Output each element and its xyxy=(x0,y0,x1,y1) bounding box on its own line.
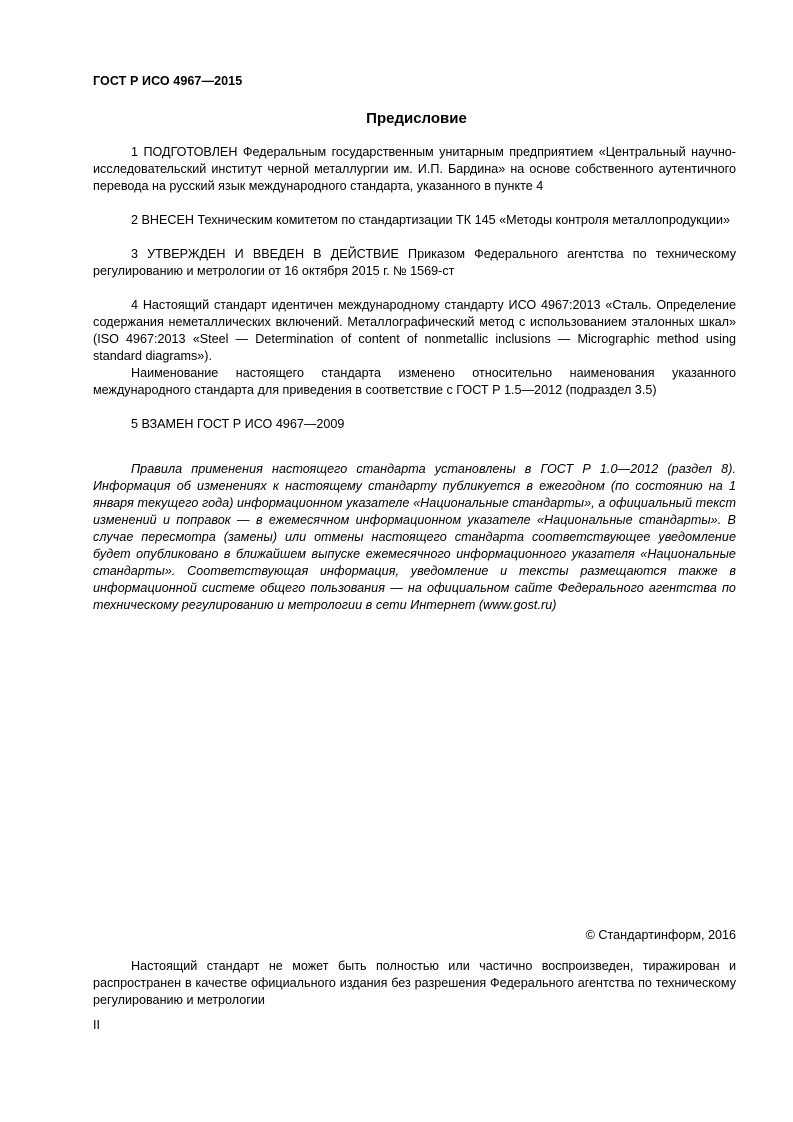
page-number: II xyxy=(93,1018,100,1032)
document-code: ГОСТ Р ИСО 4967—2015 xyxy=(93,74,243,88)
rules-notice: Правила применения настоящего стандарта установлены в ГОСТ Р 1.0—2012 (раздел 8). Информация об изменениях к настоящему стандарту публикуется в ежегодном (по состоянию на 1 января текущего года) информационном указателе «Национальные стандарты», а официальный текст изменений и поправок — в ежемесячном информационном указателе «Национальные стандарты». В случае пересмотра (замены) или отмены настоящего стандарта соответствующее уведомление будет опубликовано в ближайшем выпуске ежемесячного информационного указателя «Национальные стандарты». Соответствующая информация, уведомление и тексты размещаются также в информационной системе общего пользования — на официальном сайте Федерального агентства по техническому регулированию и метрологии в сети Интернет (www.gost.ru) xyxy=(93,462,736,612)
paragraph-identical: 4 Настоящий стандарт идентичен международному стандарту ИСО 4967:2013 «Сталь. Определение содержания неметаллических включений. Металлографический метод с использованием эталонных шкал» (ISO 4967:2013 «Steel — Determination of content of nonmetallic inclusions — Micrographic method using standard diagrams»). xyxy=(93,298,736,363)
paragraph-name-changed: Наименование настоящего стандарта изменено относительно наименования указанного международного стандарта для приведения в соответствие с ГОСТ Р 1.5—2012 (подраздел 3.5) xyxy=(93,366,736,397)
paragraph-prepared: 1 ПОДГОТОВЛЕН Федеральным государственным унитарным предприятием «Центральный научно-исследовательский институт черной металлургии им. И.П. Бардина» на основе собственного аутентичного перевода на русский язык международного стандарта, указанного в пункте 4 xyxy=(93,145,736,193)
page-title: Предисловие xyxy=(366,110,467,127)
foreword-body xyxy=(93,144,736,614)
reproduction-notice: Настоящий стандарт не может быть полностью или частично воспроизведен, тиражирован и распространен в качестве официального издания без разрешения Федерального агентства по техническому регулированию и метрологии xyxy=(93,959,736,1007)
copyright-line: © Стандартинформ, 2016 xyxy=(585,928,736,942)
paragraph-replaces: 5 ВЗАМЕН ГОСТ Р ИСО 4967—2009 xyxy=(131,417,345,431)
paragraph-introduced: 2 ВНЕСЕН Техническим комитетом по стандартизации ТК 145 «Методы контроля металлопродукции» xyxy=(131,213,731,227)
paragraph-approved: 3 УТВЕРЖДЕН И ВВЕДЕН В ДЕЙСТВИЕ Приказом Федерального агентства по техническому регулированию и метрологии от 16 октября 2015 г. № 1569-ст xyxy=(93,247,736,278)
